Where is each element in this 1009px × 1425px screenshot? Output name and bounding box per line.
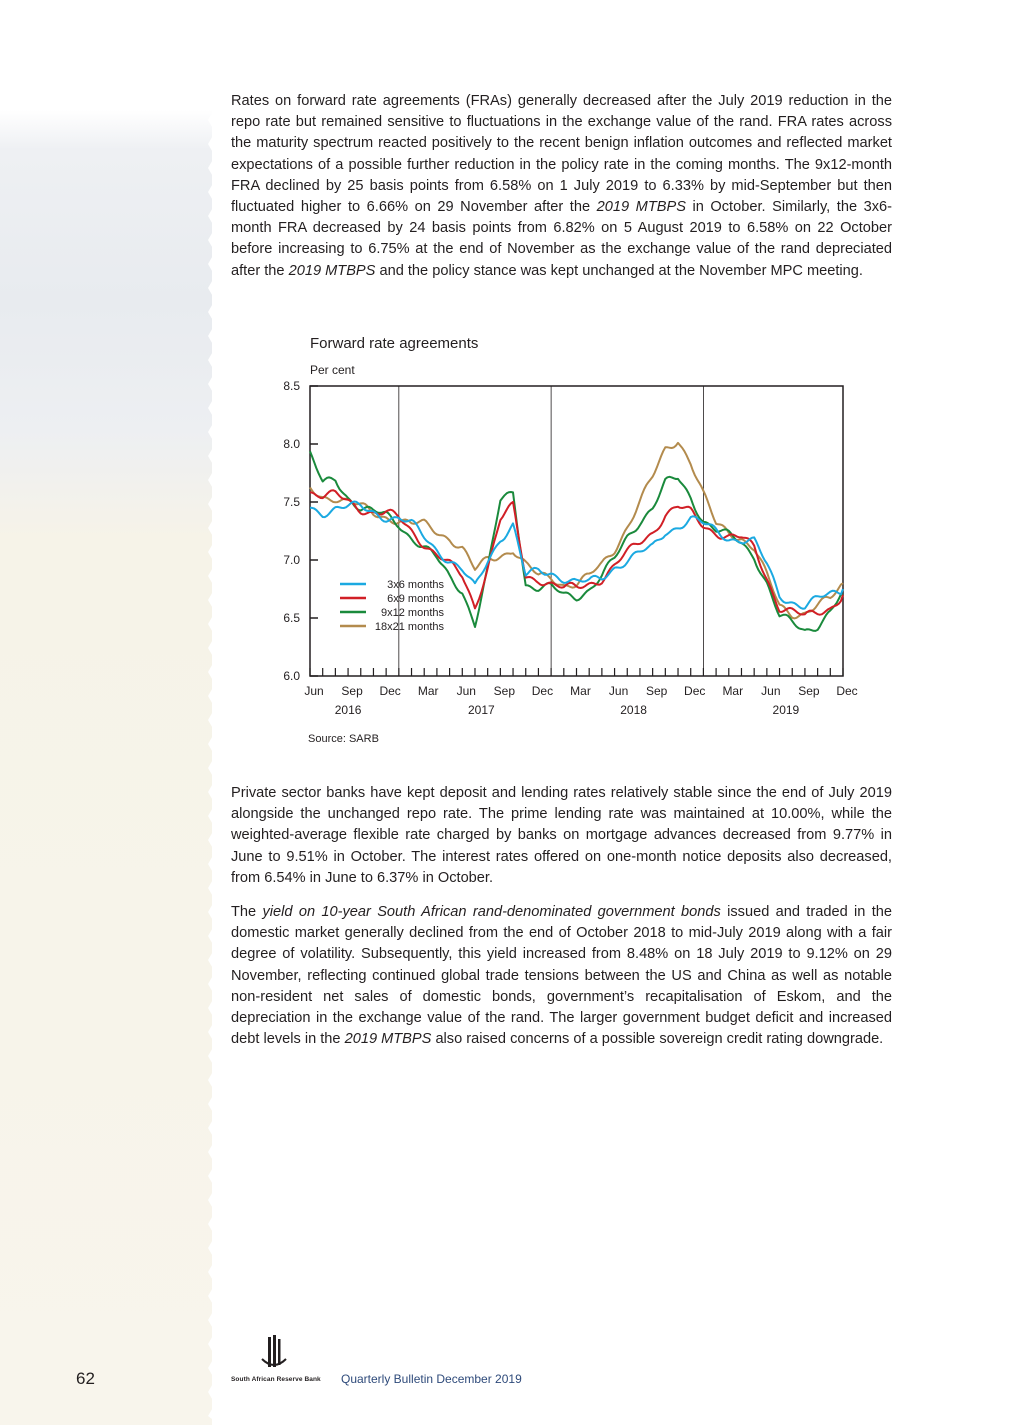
x-month-label: Jun <box>304 684 324 698</box>
x-year-label: 2019 <box>772 703 800 717</box>
x-month-label: Sep <box>341 684 363 698</box>
x-month-label: Mar <box>417 684 439 698</box>
text-run: also raised concerns of a possible sovereign credit rating downgrade. <box>431 1031 884 1048</box>
x-month-label: Dec <box>379 684 401 698</box>
x-month-label: Dec <box>531 684 554 698</box>
x-month-label: Sep <box>798 684 820 698</box>
text-run: Private sector banks have kept deposit and lending rates relatively stable since the end of July 2019 alongside the unchanged repo rate. The prime lending rate was maintained at 10.00%, while the weighted-average flexible rate charged by banks on mortgage advances decreased from 9.77% in June to 9.51% in October. The interest rates offered on one-month notice deposits also decreased, from 6.54% in June to 6.37% in October. <box>231 785 892 886</box>
y-tick-label: 8.5 <box>283 379 300 393</box>
chart-source: Source: SARB <box>308 733 379 745</box>
sarb-logo-icon <box>259 1335 289 1371</box>
x-month-label: Dec <box>684 684 706 698</box>
y-tick-label: 6.5 <box>283 611 300 625</box>
italic-term: yield on 10-year South African rand-denominated government bonds <box>262 904 721 920</box>
x-month-label: Sep <box>493 684 516 698</box>
legend-label: 9x12 months <box>381 607 444 619</box>
margin-background <box>0 0 212 1425</box>
y-tick-label: 6.0 <box>283 669 300 683</box>
bank-name: South African Reserve Bank <box>231 1376 321 1383</box>
y-tick-label: 7.5 <box>283 495 300 509</box>
text-run: and the policy stance was kept unchanged at the November MPC meeting. <box>375 262 863 279</box>
text-run: in October. Similarly, the 3x6-month FRA decreased by 24 basis points from 6.82% on 5 August 2019 to 6.58% on 22 October before increasing to 6.75% at the end of November as the exchange value of the rand depreciated after the <box>231 199 892 279</box>
x-month-label: Jun <box>608 684 629 698</box>
x-month-label: Jun <box>456 684 476 698</box>
x-month-label: Dec <box>836 684 858 698</box>
text-run: Rates on forward rate agreements (FRAs) generally decreased after the July 2019 reduction in the repo rate but remained sensitive to fluctuations in the exchange value of the rand. FRA rates across the maturity spectrum reacted positively to the recent benign inflation outcomes and reflected market expectations of a possible further reduction in the policy rate in the coming months. The 9x12-month FRA declined by 25 basis points from 6.58% on 1 July 2019 to 6.33% by mid-September but then fluctuated higher to 6.66% on 29 November after the <box>231 93 892 216</box>
legend-label: 3x6 months <box>387 579 444 591</box>
paragraph-bank-rates <box>231 783 892 889</box>
x-year-label: 2016 <box>334 703 362 717</box>
italic-term: 2019 MTBPS <box>344 1031 432 1048</box>
text-run: The <box>231 904 263 920</box>
x-month-label: Mar <box>722 684 744 698</box>
x-month-label: Jun <box>761 684 781 698</box>
paragraph-bond-yield <box>231 902 892 1050</box>
italic-term: 2019 MTBPS <box>288 262 376 279</box>
y-tick-label: 8.0 <box>283 437 300 451</box>
chart-title: Forward rate agreements <box>310 335 479 352</box>
x-month-label: Sep <box>645 684 668 698</box>
x-year-label: 2018 <box>620 703 647 717</box>
text-run: issued and traded in the domestic market generally declined from the end of October 2018 to mid-July 2019 along with a fair degree of volatility. Subsequently, this yield increased from 8.48% on 18 July 2019 to 9.12% on 29 November, reflecting continued global trade tensions between the US and China as well as notable non-resident net sales of domestic bonds, government’s recapitalisation of Eskom, and the depreciation in the exchange value of the rand. The larger government budget deficit and increased debt levels in the <box>231 904 892 1048</box>
margin-wavy-edge <box>204 0 220 1425</box>
chart-unit-label: Per cent <box>310 363 355 377</box>
publication-title: Quarterly Bulletin December 2019 <box>341 1372 522 1386</box>
y-tick-label: 7.0 <box>283 553 300 567</box>
x-year-label: 2017 <box>467 703 495 717</box>
x-month-label: Mar <box>570 684 591 698</box>
italic-term: 2019 MTBPS <box>596 199 686 216</box>
paragraph-fra-rates <box>231 91 892 282</box>
fra-line-chart <box>270 376 870 726</box>
legend-label: 18x21 months <box>374 621 444 633</box>
page-number: 62 <box>76 1369 95 1388</box>
legend-label: 6x9 months <box>387 593 444 605</box>
